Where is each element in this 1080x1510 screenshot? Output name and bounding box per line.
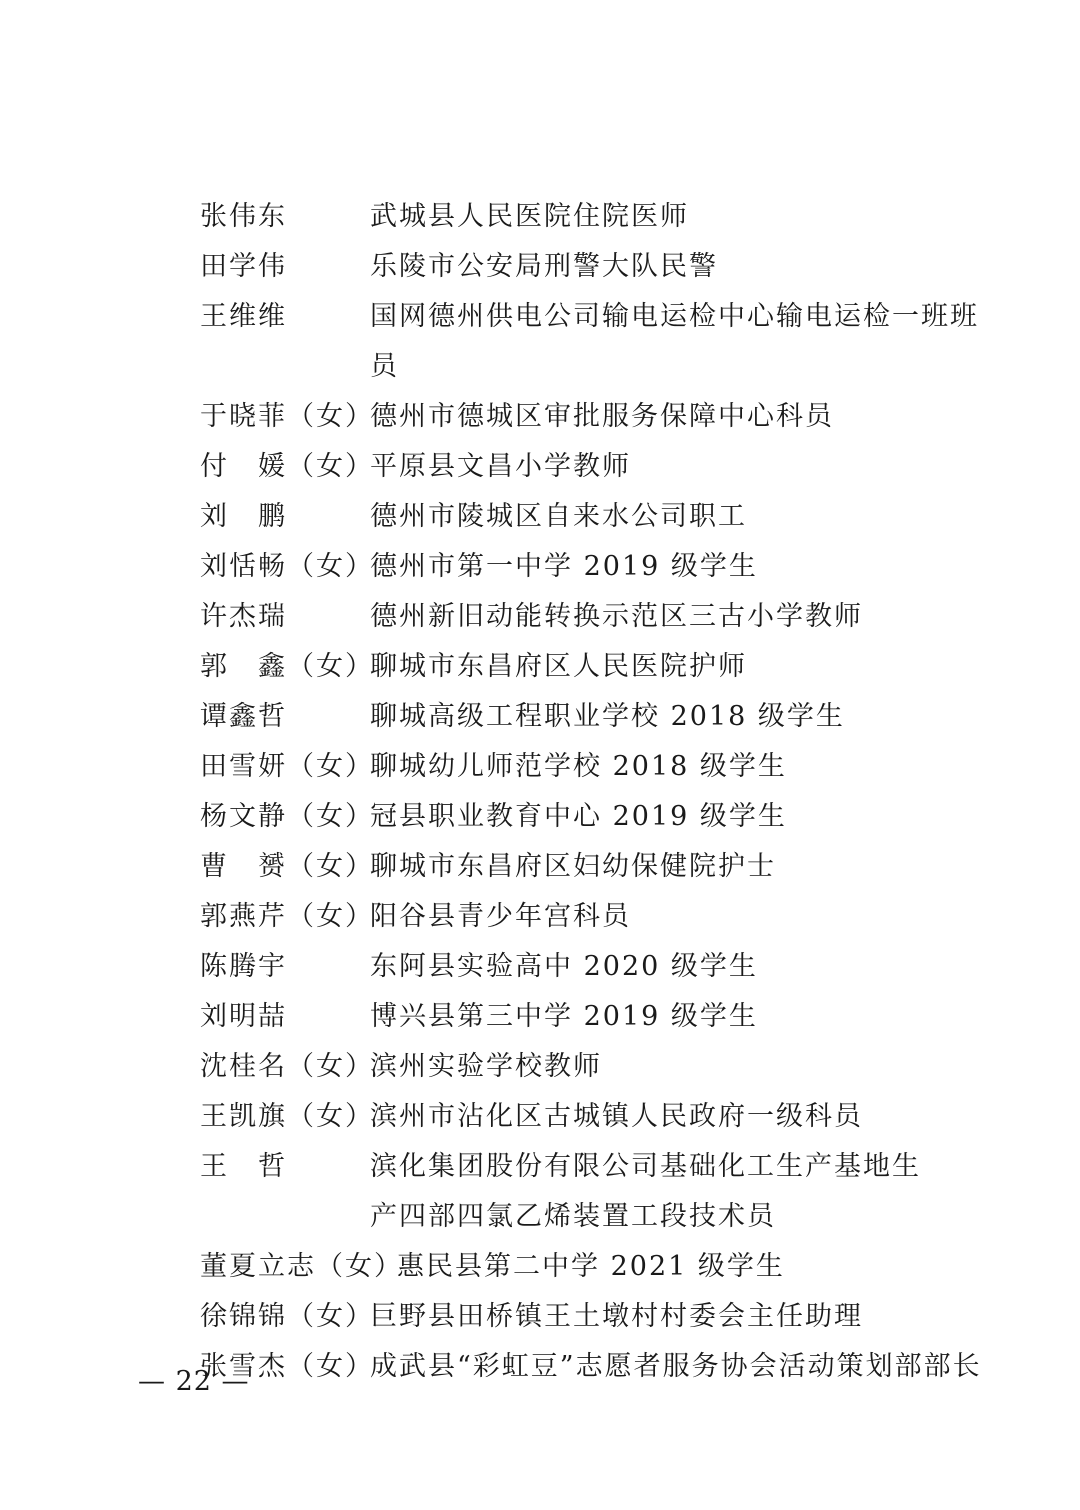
person-affiliation (370, 1292, 1000, 1342)
person-affiliation (370, 492, 1000, 542)
list-item (200, 1092, 1000, 1142)
person-affiliation (370, 1142, 1000, 1242)
list-item (200, 1242, 1000, 1292)
person-affiliation (370, 192, 1000, 242)
affiliation-line: 德州市德城区审批服务保障中心科员 (370, 401, 834, 432)
list-item (200, 542, 1000, 592)
list-item (200, 442, 1000, 492)
list-item (200, 1042, 1000, 1092)
list-item (200, 892, 1000, 942)
affiliation-line: 德州市陵城区自来水公司职工 (370, 501, 747, 532)
list-item (200, 992, 1000, 1042)
person-name: 董夏立志（女） (200, 1251, 403, 1282)
person-name: 刘明喆 (200, 1001, 287, 1032)
person-name: 王 哲 (200, 1151, 287, 1182)
person-name: 沈桂名（女） (200, 1051, 374, 1082)
person-name: 刘恬畅（女） (200, 551, 374, 582)
affiliation-line: 武城县人民医院住院医师 (370, 201, 689, 232)
person-affiliation (370, 742, 1000, 792)
person-affiliation (370, 542, 1000, 592)
person-name: 田雪妍（女） (200, 751, 374, 782)
person-affiliation (370, 1092, 1000, 1142)
person-affiliation (370, 892, 1000, 942)
list-item (200, 942, 1000, 992)
affiliation-line: 阳谷县青少年宫科员 (370, 901, 631, 932)
person-affiliation (370, 1342, 1000, 1392)
list-item (200, 592, 1000, 642)
affiliation-line: 产四部四氯乙烯装置工段技术员 (370, 1201, 776, 1232)
affiliation-line: 聊城幼儿师范学校 2018 级学生 (370, 751, 787, 782)
affiliation-line: 东阿县实验高中 2020 级学生 (370, 951, 758, 982)
affiliation-line: 滨州实验学校教师 (370, 1051, 602, 1082)
person-name: 曹 赟（女） (200, 851, 374, 882)
person-affiliation (397, 1242, 1000, 1292)
person-affiliation (370, 1042, 1000, 1092)
person-name: 许杰瑞 (200, 601, 287, 632)
person-affiliation (370, 292, 1000, 392)
affiliation-line: 巨野县田桥镇王土墩村村委会主任助理 (370, 1301, 863, 1332)
list-item (200, 492, 1000, 542)
affiliation-line: 惠民县第二中学 2021 级学生 (397, 1251, 785, 1282)
list-item (200, 1292, 1000, 1342)
person-affiliation (370, 392, 1000, 442)
person-name: 陈腾宇 (200, 951, 287, 982)
affiliation-line: 滨化集团股份有限公司基础化工生产基地生 (370, 1151, 921, 1182)
affiliation-line: 德州新旧动能转换示范区三古小学教师 (370, 601, 863, 632)
person-name: 刘 鹏 (200, 501, 287, 532)
person-affiliation (370, 842, 1000, 892)
affiliation-line: 冠县职业教育中心 2019 级学生 (370, 801, 787, 832)
list-item (200, 842, 1000, 892)
person-name: 张雪杰（女） (200, 1351, 374, 1382)
person-name: 谭鑫哲 (200, 701, 287, 732)
person-affiliation (370, 442, 1000, 492)
affiliation-line: 聊城市东昌府区人民医院护师 (370, 651, 747, 682)
person-name: 杨文静（女） (200, 801, 374, 832)
affiliation-line: 德州市第一中学 2019 级学生 (370, 551, 758, 582)
honoree-list (200, 192, 1000, 1392)
affiliation-line: 平原县文昌小学教师 (370, 451, 631, 482)
affiliation-line: 乐陵市公安局刑警大队民警 (370, 251, 718, 282)
person-name: 王维维 (200, 301, 287, 332)
person-affiliation (370, 242, 1000, 292)
affiliation-line: 滨州市沾化区古城镇人民政府一级科员 (370, 1101, 863, 1132)
list-item (200, 692, 1000, 742)
affiliation-line: 博兴县第三中学 2019 级学生 (370, 1001, 758, 1032)
person-affiliation (370, 942, 1000, 992)
person-name: 于晓菲（女） (200, 401, 374, 432)
affiliation-line: 国网德州供电公司输电运检中心输电运检一班班员 (370, 301, 979, 382)
person-affiliation (370, 792, 1000, 842)
list-item (200, 742, 1000, 792)
person-name: 付 媛（女） (200, 451, 374, 482)
person-name: 徐锦锦（女） (200, 1301, 374, 1332)
list-item (200, 642, 1000, 692)
list-item (200, 242, 1000, 292)
list-item (200, 1342, 1000, 1392)
person-name: 郭 鑫（女） (200, 651, 374, 682)
list-item (200, 292, 1000, 392)
person-name: 张伟东 (200, 201, 287, 232)
person-affiliation (370, 992, 1000, 1042)
list-item (200, 792, 1000, 842)
affiliation-line: 聊城市东昌府区妇幼保健院护士 (370, 851, 776, 882)
list-item (200, 1142, 1000, 1242)
affiliation-line: 聊城高级工程职业学校 2018 级学生 (370, 701, 845, 732)
person-affiliation (370, 692, 1000, 742)
person-name: 田学伟 (200, 251, 287, 282)
list-item (200, 192, 1000, 242)
affiliation-line: 成武县“彩虹豆”志愿者服务协会活动策划部部长 (370, 1351, 982, 1382)
person-affiliation (370, 642, 1000, 692)
page-number: — 22 — (138, 1366, 250, 1397)
person-affiliation (370, 592, 1000, 642)
person-name: 王凯旗（女） (200, 1101, 374, 1132)
person-name: 郭燕芹（女） (200, 901, 374, 932)
list-item (200, 392, 1000, 442)
